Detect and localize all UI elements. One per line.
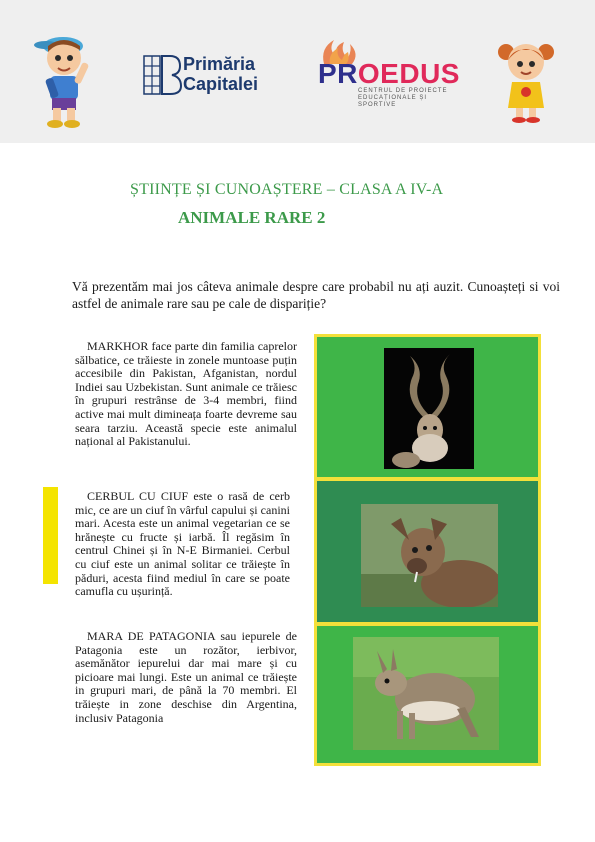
tufted-deer-description (75, 490, 290, 599)
boy-mascot-illustration (30, 22, 100, 130)
animal-photo-panel (314, 334, 541, 766)
patagonian-mara-photo-frame (314, 623, 541, 766)
proedus-pr: PR (318, 58, 358, 89)
page-header (0, 0, 595, 143)
markhor-text: MARKHOR face parte din familia caprelor sălbatice, ce trăieste in zonele muntoase puțin accesibile din Pakistan, Afganistan, nordul Indiei sau Uzbekistan. Sunt animale ce trăiesc în grupuri restrânse de 3-4 membri, fiind active mai mult dimineața foarte devreme sau seara tarziu. Această specie este animalul național al Pakistanului. (75, 339, 297, 449)
page-title: ȘTIINȚE ȘI CUNOAȘTERE – CLASA A IV-A (130, 181, 444, 198)
patagonian-mara-photo (353, 637, 499, 750)
primaria-capitalei-logo-text (183, 54, 258, 94)
proedus-logo-text (318, 58, 460, 90)
patagonian-mara-description (75, 630, 297, 725)
tufted-deer-text: CERBUL CU CIUF este o rasă de cerb mic, ce are un ciuf în vârful capului și canini mari. Acesta este un animal vegetarian ce se hrănește cu fructe și iarbă. Îl regăsim în centrul Chinei și în N-E Birmaniei. Cerbul cu ciuf este un animal solitar ce trăiește în păduri, acesta fiind mediul în care se poate camufla cu ușurință. (75, 489, 290, 599)
proedus-tagline: CENTRUL DE PROIECTE EDUCAȚIONALE ȘI SPORTIVE (358, 88, 448, 108)
tufted-deer-photo (361, 504, 498, 607)
tufted-deer-photo-frame (314, 478, 541, 625)
intro-paragraph: Vă prezentăm mai jos câteva animale despre care probabil nu ați auzit. Cunoașteți si voi astfel de animale rare sau pe cale de dispariție? (72, 279, 560, 311)
capitalei-line: Capitalei (183, 74, 259, 94)
girl-mascot-illustration (494, 36, 558, 124)
primaria-capitalei-logo-icon (142, 50, 182, 100)
markhor-photo (384, 348, 474, 469)
markhor-photo-frame (314, 334, 541, 480)
proedus-rest: OEDUS (357, 58, 460, 89)
yellow-accent-bar (43, 487, 58, 584)
markhor-description (75, 340, 297, 449)
lesson-subtitle: ANIMALE RARE 2 (178, 208, 326, 227)
primaria-line: Primăria (183, 54, 256, 74)
patagonian-mara-text: MARA DE PATAGONIA sau iepurele de Patagonia este un rozător, ierbivor, asemănător iepurelui dar mai mare și cu picioare mai lungi. Este un animal ce trăiește in grupuri mari, de până la 70 membri. El trăiește in zone deschise din Argentina, inclusiv Patagonia (75, 629, 297, 725)
